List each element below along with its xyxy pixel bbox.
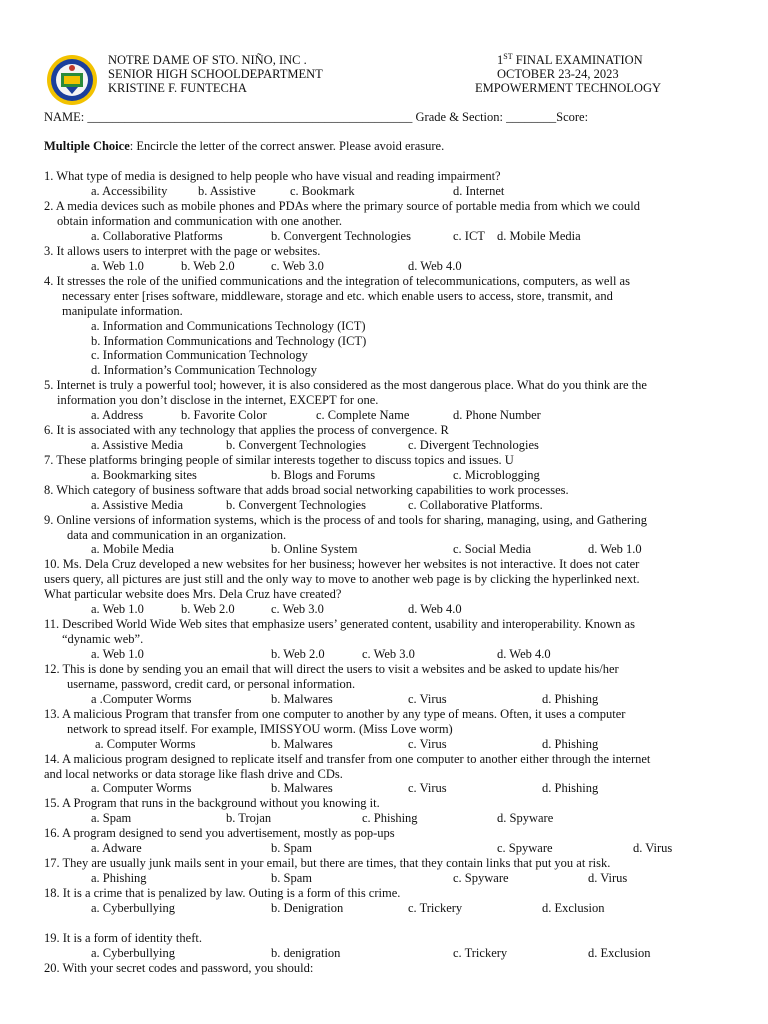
exam-superscript: ST: [503, 51, 513, 61]
option[interactable]: c. Virus: [408, 692, 447, 706]
question-12: 12. This is done by sending you an email that will direct the users to visit a websites and be asked to update his/her: [44, 662, 619, 676]
option[interactable]: a. Address: [91, 408, 144, 422]
school-seal-logo: [46, 54, 98, 106]
option[interactable]: a. Computer Worms: [91, 781, 192, 795]
option[interactable]: b. Malwares: [271, 737, 333, 751]
question-20: 20. With your secret codes and password, you should:: [44, 961, 314, 975]
option[interactable]: a. Web 1.0: [91, 647, 144, 661]
option[interactable]: a. Cyberbullying: [91, 946, 176, 960]
option[interactable]: d. Exclusion: [542, 901, 605, 915]
option[interactable]: a. Cyberbullying: [91, 901, 176, 915]
option[interactable]: b. Favorite Color: [181, 408, 267, 422]
option[interactable]: d. Information’s Communication Technology: [91, 363, 317, 377]
option[interactable]: c. Web 3.0: [271, 602, 324, 616]
option[interactable]: b. Blogs and Forums: [271, 468, 376, 482]
option[interactable]: d. Web 4.0: [408, 259, 462, 273]
option[interactable]: d. Virus: [588, 871, 628, 885]
instruction: [44, 139, 444, 154]
option[interactable]: c. Phishing: [362, 811, 418, 825]
question-9: 9. Online versions of information systems, which is the process of and tools for sharing, managing, using, and Gathering: [44, 513, 648, 527]
question-5: 5. Internet is truly a powerful tool; however, it is also considered as the most dangerous place. What do you think are the: [44, 378, 647, 392]
option[interactable]: b. Convergent Technologies: [271, 229, 411, 243]
option[interactable]: c. Social Media: [453, 542, 532, 556]
question-11: 11. Described World Wide Web sites that emphasize users’ generated content, usability and interoperability. Known as: [44, 617, 635, 631]
subject-name: EMPOWERMENT TECHNOLOGY: [475, 81, 661, 95]
option[interactable]: c. Virus: [408, 781, 447, 795]
option[interactable]: d. Phishing: [542, 737, 599, 751]
question-11-cont: “dynamic web”.: [62, 632, 144, 646]
option[interactable]: c. Collaborative Platforms.: [408, 498, 543, 512]
question-13-cont: network to spread itself. For example, IMISSYOU worm. (Miss Love worm): [67, 722, 453, 736]
option[interactable]: a. Web 1.0: [91, 259, 144, 273]
exam-number: 1: [497, 53, 504, 67]
option[interactable]: c. Virus: [408, 737, 447, 751]
option[interactable]: b. Information Communications and Technology (ICT): [91, 334, 367, 348]
option[interactable]: c. Complete Name: [316, 408, 410, 422]
question-4-cont: necessary enter [rises software, middleware, storage and etc. which enable users to access, store, transmit, and: [62, 289, 613, 303]
question-10-cont: users query, all pictures are just still and the only way to move to another web page is by clicking the hyperlinked next.: [44, 572, 640, 586]
option[interactable]: c. Information Communication Technology: [91, 348, 308, 362]
option[interactable]: c. Spyware: [453, 871, 509, 885]
option[interactable]: a. Bookmarking sites: [91, 468, 197, 482]
exam-title: [497, 53, 643, 68]
option[interactable]: c. Trickery: [408, 901, 463, 915]
question-7: 7. These platforms bringing people of similar interests together to discuss topics and issues. U: [44, 453, 514, 467]
question-1: 1. What type of media is designed to help people who have visual and reading impairment?: [44, 169, 501, 183]
question-10: 10. Ms. Dela Cruz developed a new websites for her business; however her websites is not interactive. It does not cater: [44, 557, 640, 571]
option[interactable]: d. Phishing: [542, 692, 599, 706]
option[interactable]: d. Virus: [633, 841, 673, 855]
option[interactable]: d. Mobile Media: [497, 229, 581, 243]
option[interactable]: b. Convergent Technologies: [226, 438, 366, 452]
option[interactable]: d. Web 1.0: [588, 542, 642, 556]
option[interactable]: a. Adware: [91, 841, 142, 855]
exam-title-text: FINAL EXAMINATION: [512, 53, 643, 67]
question-2-cont: obtain information and communication with one another.: [57, 214, 343, 228]
instruction-text: : Encircle the letter of the correct answer. Please avoid erasure.: [129, 139, 445, 153]
option[interactable]: c. Trickery: [453, 946, 508, 960]
option[interactable]: a. Accessibility: [91, 184, 168, 198]
option[interactable]: c. ICT: [453, 229, 485, 243]
option[interactable]: a. Phishing: [91, 871, 147, 885]
question-4: 4. It stresses the role of the unified communications and the integration of telecommunications, computers, as well as: [44, 274, 630, 288]
option[interactable]: b. Spam: [271, 871, 312, 885]
option[interactable]: d. Web 4.0: [408, 602, 462, 616]
option[interactable]: b. Trojan: [226, 811, 272, 825]
question-3: 3. It allows users to interpret with the page or websites.: [44, 244, 321, 258]
option[interactable]: b. Convergent Technologies: [226, 498, 366, 512]
option[interactable]: d. Exclusion: [588, 946, 651, 960]
option[interactable]: b. Malwares: [271, 692, 333, 706]
question-2: 2. A media devices such as mobile phones and PDAs where the primary source of portable media from which we could: [44, 199, 641, 213]
question-9-cont: data and communication in an organization.: [67, 528, 287, 542]
option[interactable]: a. Spam: [91, 811, 132, 825]
option[interactable]: a .Computer Worms: [91, 692, 192, 706]
option[interactable]: a. Collaborative Platforms: [91, 229, 223, 243]
option[interactable]: b. Spam: [271, 841, 312, 855]
option[interactable]: c. Spyware: [497, 841, 553, 855]
option[interactable]: d. Internet: [453, 184, 505, 198]
option[interactable]: b. denigration: [271, 946, 341, 960]
question-14-cont: and local networks or data storage like flash drive and CDs.: [44, 767, 343, 781]
option[interactable]: b. Malwares: [271, 781, 333, 795]
option[interactable]: c. Bookmark: [290, 184, 355, 198]
question-4-cont: manipulate information.: [62, 304, 183, 318]
department-name: SENIOR HIGH SCHOOLDEPARTMENT: [108, 67, 323, 81]
question-8: 8. Which category of business software that adds broad social networking capabilities to work processes.: [44, 483, 569, 497]
option[interactable]: b. Assistive: [198, 184, 256, 198]
option[interactable]: c. Divergent Technologies: [408, 438, 539, 452]
option[interactable]: a. Assistive Media: [91, 438, 184, 452]
student-info-line: NAME: ____________________________________________________ Grade & Section: ________Score:: [44, 110, 589, 124]
option[interactable]: a. Computer Worms: [95, 737, 196, 751]
option[interactable]: c. Web 3.0: [362, 647, 415, 661]
question-16: 16. A program designed to send you advertisement, mostly as pop-ups: [44, 826, 395, 840]
option[interactable]: d. Web 4.0: [497, 647, 551, 661]
question-15: 15. A Program that runs in the background without you knowing it.: [44, 796, 380, 810]
question-19: 19. It is a form of identity theft.: [44, 931, 202, 945]
option[interactable]: b. Web 2.0: [181, 602, 235, 616]
question-17: 17. They are usually junk mails sent in your email, but there are times, that they contain links that put you at risk.: [44, 856, 611, 870]
school-name: NOTRE DAME OF STO. NIÑO, INC .: [108, 53, 307, 67]
option[interactable]: b. Denigration: [271, 901, 344, 915]
instruction-label: Multiple Choice: [44, 139, 130, 153]
option[interactable]: b. Online System: [271, 542, 358, 556]
question-14: 14. A malicious program designed to replicate itself and transfer from one computer to another either through the internet: [44, 752, 651, 766]
exam-date: OCTOBER 23-24, 2023: [497, 67, 619, 81]
question-13: 13. A malicious Program that transfer from one computer to another by any type of means. Often, it uses a computer: [44, 707, 626, 721]
option[interactable]: d. Phishing: [542, 781, 599, 795]
question-5-cont: information you don’t disclose in the internet, EXCEPT for one.: [57, 393, 379, 407]
question-10-cont: What particular website does Mrs. Dela Cruz have created?: [44, 587, 342, 601]
option[interactable]: a. Assistive Media: [91, 498, 184, 512]
option[interactable]: d. Spyware: [497, 811, 554, 825]
option[interactable]: a. Web 1.0: [91, 602, 144, 616]
question-6: 6. It is associated with any technology that applies the process of convergence. R: [44, 423, 449, 437]
option[interactable]: b. Web 2.0: [181, 259, 235, 273]
teacher-name: KRISTINE F. FUNTECHA: [108, 81, 247, 95]
option[interactable]: d. Phone Number: [453, 408, 541, 422]
option[interactable]: a. Mobile Media: [91, 542, 174, 556]
option[interactable]: c. Microblogging: [453, 468, 540, 482]
question-18: 18. It is a crime that is penalized by law. Outing is a form of this crime.: [44, 886, 401, 900]
option[interactable]: b. Web 2.0: [271, 647, 325, 661]
option[interactable]: c. Web 3.0: [271, 259, 324, 273]
question-12-cont: username, password, credit card, or personal information.: [67, 677, 356, 691]
option[interactable]: a. Information and Communications Technology (ICT): [91, 319, 366, 333]
